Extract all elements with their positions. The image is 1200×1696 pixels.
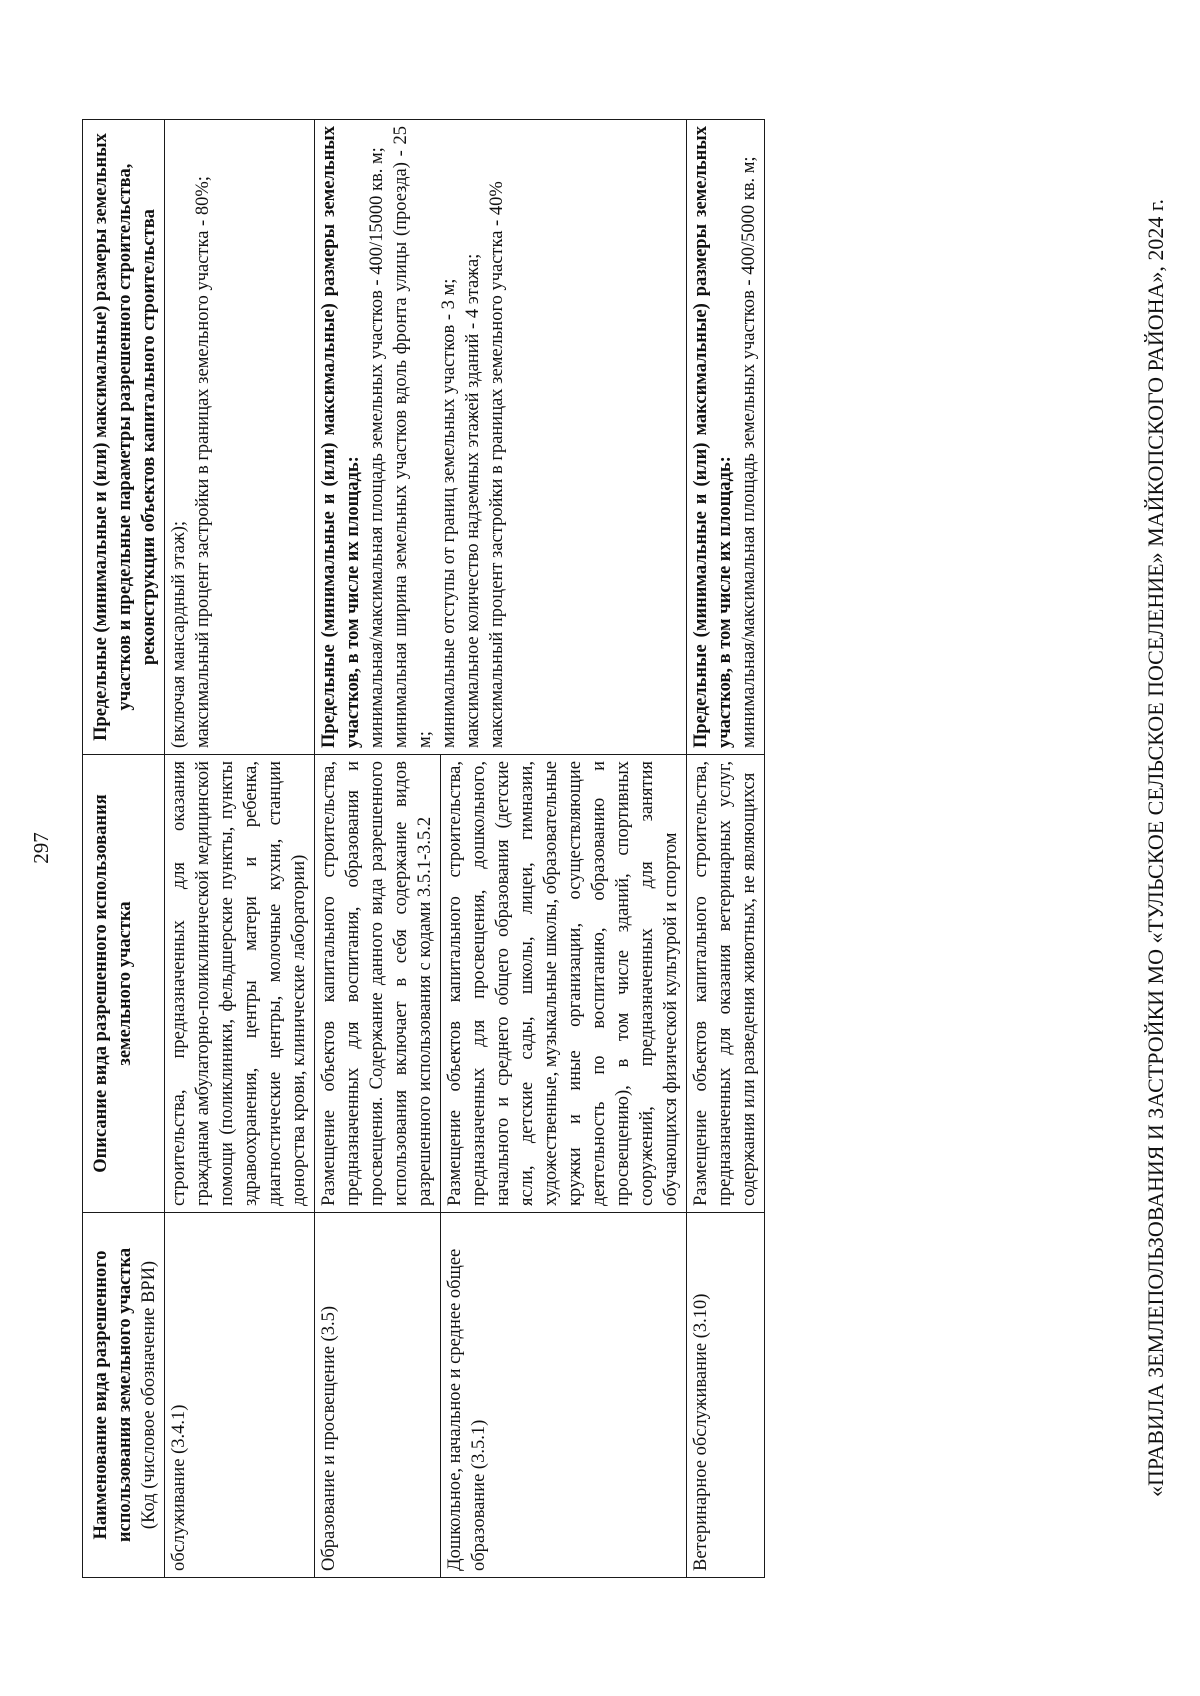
use-name-cell: Ветеринарное обслуживание (3.10): [687, 1213, 765, 1578]
param-heading: Предельные (минимальные и (или) максимальные) размеры земельных участков, в том числе их площадь:: [319, 126, 363, 748]
land-use-table: [82, 119, 765, 1578]
use-name-cell: обслуживание (3.4.1): [165, 1213, 315, 1578]
use-description-cell: строительства, предназначенных для оказания гражданам амбулаторно-поликлинической медицинской помощи (поликлиники, фельдшерские пункты, пункты здравоохранения, центры матери и ребенка, диагностические центры, молочные кухни, станции донорства крови, клинические лаборатории): [165, 755, 315, 1213]
table-row: [687, 120, 765, 1578]
limit-parameters-cell: [315, 120, 687, 755]
param-line: минимальные отступы от границ земельных участков - 3 м;: [439, 278, 459, 748]
header-use-description: Описание вида разрешенного использования земельного участка: [83, 755, 165, 1213]
limit-parameters-cell: [165, 120, 315, 755]
limit-parameters-cell: [687, 120, 765, 755]
param-line: максимальное количество надземных этажей зданий - 4 этажа;: [463, 253, 483, 748]
table-row: [315, 120, 441, 1578]
param-line: минимальная ширина земельных участков вдоль фронта улицы (проезда) - 25 м;: [391, 126, 435, 748]
use-name-cell: Дошкольное, начальное и среднее общее образование (3.5.1): [441, 1213, 687, 1578]
param-line: максимальный процент застройки в границах земельного участка - 40%: [487, 181, 507, 748]
header-use-name: [83, 1213, 165, 1578]
param-line: максимальный процент застройки в границах земельного участка - 80%;: [193, 176, 213, 748]
header-use-name-text: Наименование вида разрешенного использования земельного участка: [91, 1247, 135, 1543]
table-header-row: [83, 120, 165, 1578]
use-description-cell: Размещение объектов капитального строительства, предназначенных для оказания ветеринарных услуг, содержания или разведения животных, не являющихся: [687, 755, 765, 1213]
param-line: (включая мансардный этаж);: [169, 520, 189, 748]
use-description-cell: Размещение объектов капитального строительства, предназначенных для просвещения, дошкольного, начального и среднего общего образования (детские ясли, детские сады, школы, лицеи, гимназии, художественные, музыкальные школы, образовательные кружки и иные организации, осуществляющие деятельность по воспитанию, образованию и просвещению), в том числе зданий, спортивных сооружений, предназначенных для занятия обучающихся физической культурой и спортом: [441, 755, 687, 1213]
document-footer-title: «ПРАВИЛА ЗЕМЛЕПОЛЬЗОВАНИЯ И ЗАСТРОЙКИ МО «ТУЛЬСКОЕ СЕЛЬСКОЕ ПОСЕЛЕНИЕ» МАЙКОПСКОГО РАЙОНА», 2024 г.: [1143, 199, 1168, 1497]
param-heading: Предельные (минимальные и (или) максимальные) размеры земельных участков, в том числе их площадь:: [691, 126, 735, 748]
use-description-cell: Размещение объектов капитального строительства, предназначенных для воспитания, образования и просвещения. Содержание данного вида разрешенного использования включает в себя содержание видов разрешенного использования с кодами 3.5.1-3.5.2: [315, 755, 441, 1213]
param-line: минимальная/максимальная площадь земельных участков - 400/15000 кв. м;: [367, 147, 387, 748]
use-name-cell: Образование и просвещение (3.5): [315, 1213, 441, 1578]
table-row: [165, 120, 315, 1578]
header-limit-parameters: Предельные (минимальные и (или) максимальные) размеры земельных участков и предельные параметры разрешенного строительства, реконструкции объектов капитального строительства: [83, 120, 165, 755]
page-number: 297: [29, 832, 53, 864]
param-line: минимальная/максимальная площадь земельных участков - 400/5000 кв. м;: [739, 156, 759, 748]
header-use-code-text: (Код (числовое обозначение ВРИ): [139, 1260, 159, 1530]
